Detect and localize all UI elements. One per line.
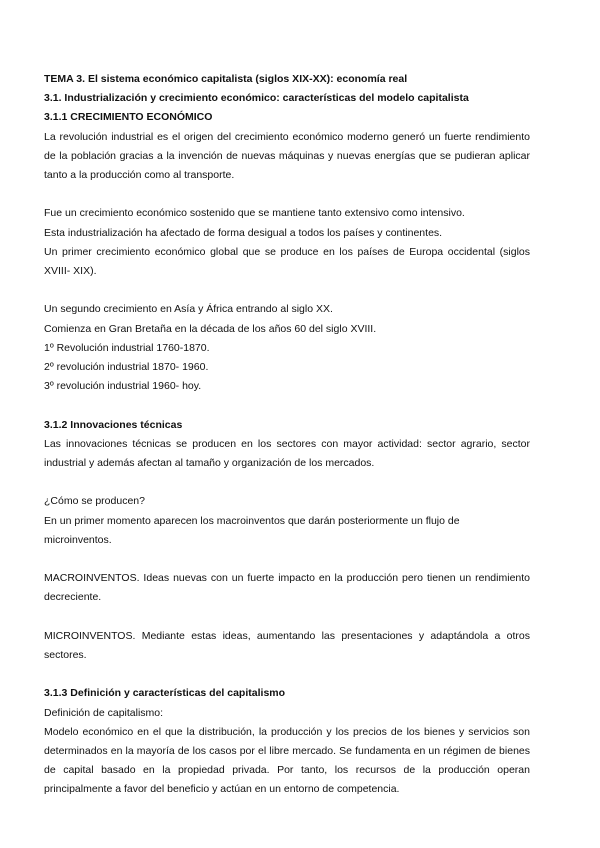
paragraph: Definición de capitalismo: <box>44 706 164 719</box>
paragraph: Las innovaciones técnicas se producen en los sectores con mayor actividad: sector agrario, sector industrial y además afectan al tamaño y organización de los mercados. <box>44 437 530 470</box>
paragraph: En un primer momento aparecen los macroinventos que darán posteriormente un flujo de microinventos. <box>44 514 460 546</box>
paragraph: Un primer crecimiento económico global que se produce en los países de Europa occidental (siglos XVIII- XIX). <box>44 245 530 278</box>
section-heading-3-1-1: 3.1.1 CRECIMIENTO ECONÓMICO <box>44 111 213 124</box>
paragraph: MICROINVENTOS. Mediante estas ideas, aumentando las presentaciones y adaptándola a otros sectores. <box>44 629 530 661</box>
paragraph: Fue un crecimiento económico sostenido que se mantiene tanto extensivo como intensivo. <box>44 207 465 220</box>
paragraph: 3º revolución industrial 1960- hoy. <box>44 380 202 393</box>
paragraph: Modelo económico en el que la distribución, la producción y los precios de los bienes y servicios son determinados en la mayoría de los casos por el libre mercado. Se fundamenta en un régimen de bienes de capital basado en la propiedad privada. Por tanto, los recursos de la producción operan principalmente a favor del beneficio y actúan en un entorno de competencia. <box>44 725 530 796</box>
paragraph: MACROINVENTOS. Ideas nuevas con un fuerte impacto en la producción pero tienen un rendimiento decreciente. <box>44 572 530 604</box>
paragraph: Esta industrialización ha afectado de forma desigual a todos los países y continentes. <box>44 226 443 239</box>
section-heading-3-1: 3.1. Industrialización y crecimiento económico: características del modelo capitalista <box>44 92 469 105</box>
paragraph: 2º revolución industrial 1870- 1960. <box>44 361 209 374</box>
section-heading-3-1-2: 3.1.2 Innovaciones técnicas <box>44 418 183 431</box>
paragraph: ¿Cómo se producen? <box>44 495 145 508</box>
section-heading-3-1-3: 3.1.3 Definición y características del capitalismo <box>44 687 286 700</box>
paragraph: La revolución industrial es el origen del crecimiento económico moderno generó un fuerte rendimiento de la población gracias a la invención de nuevas máquinas y nuevas energías que se pudieran aplicar tanto a la producción como al transporte. <box>44 130 530 182</box>
paragraph: Comienza en Gran Bretaña en la década de los años 60 del siglo XVIII. <box>44 322 377 335</box>
paragraph: Un segundo crecimiento en Asía y África entrando al siglo XX. <box>44 303 333 316</box>
paragraph: 1º Revolución industrial 1760-1870. <box>44 341 210 354</box>
document-title: TEMA 3. El sistema económico capitalista (siglos XIX-XX): economía real <box>44 73 408 85</box>
